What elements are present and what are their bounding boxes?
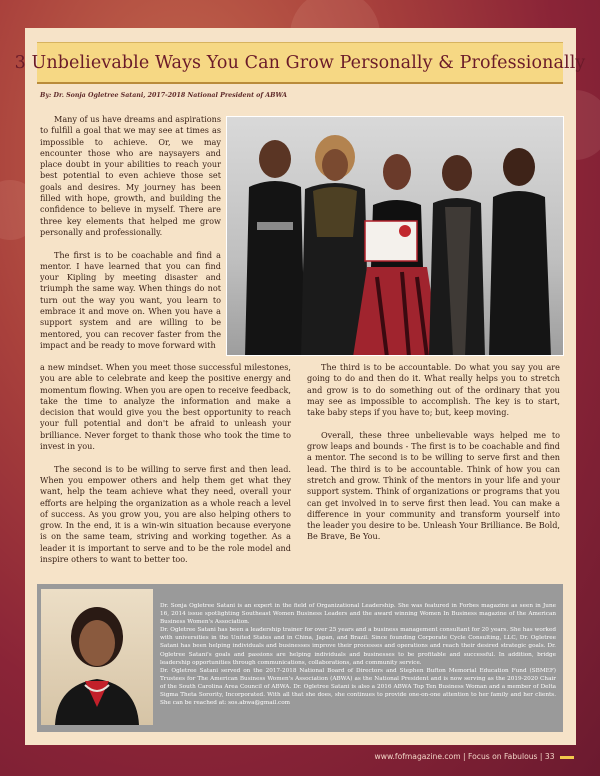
page-footer — [375, 752, 574, 761]
group-photo-illustration — [227, 117, 564, 356]
group-photo — [226, 116, 564, 356]
left-column-top — [40, 114, 221, 351]
author-bio-text — [160, 602, 556, 707]
paragraph-third-key: The third is to be accountable. Do what you say you are going to do and then do it. What really helps you to stretch and grow is to do something out of the ordinary that you may see as impossible to accomplish. The key is to start, take baby steps if you have to; but, keep moving. — [307, 362, 560, 418]
right-column — [307, 362, 560, 554]
footer-site: www.fofmagazine.com — [374, 752, 461, 761]
footer-separator: | — [539, 752, 543, 761]
paragraph-first-key: The first is to be coachable and find a mentor. I have learned that you can find your Kipling by meeting disaster and triumph the same way. When things do not turn out the way you want, you learn to embrace it and move on. When you have a support system and are willing to be mentored, you can recover faster from the impact and be ready to move forward with — [40, 249, 221, 350]
title-banner — [14, 42, 586, 84]
bio-paragraph: Dr. Ogletree Satani served on the 2017-2018 National Board of Directors and Stephen Bufton Memorial Education Fund (SBMEF) Trustees for The American Business Women's Association (ABWA) as the National President and is now serving as the 2019-2020 Chair of the South Carolina Area Council of ABWA. Dr. Ogletree Satani is also a 2016 ABWA Top Ten Business Woman and a member of Delta Sigma Theta Sorority, Incorporated. With all that she does, she continues to provide one-on-one attention to her family and her clients. She can be reached at: sos.abwa@gmail.com — [160, 667, 556, 707]
article-title: 3 Unbelievable Ways You Can Grow Personally & Professionally — [14, 52, 586, 73]
left-column-bottom — [40, 362, 291, 577]
byline: By: Dr. Sonja Ogletree Satani, 2017-2018 National President of ABWA — [40, 92, 288, 99]
author-portrait-illustration — [41, 589, 153, 725]
paragraph-summary: Overall, these three unbelievable ways helped me to grow leaps and bounds - The first is to be coachable and find a mentor. The second is to be willing to serve first and then lead. The third is to be accountable. Think of how you can stretch and grow. Think of the mentors in your life and your support system. Think of organizations or programs that you can get involved in to serve first then lead. You can make a difference in your community and transform yourself into the leader you desire to be. Unleash Your Brilliance. Be Bold, Be Brave, Be You. — [307, 429, 560, 542]
footer-magazine: Focus on Fabulous — [468, 752, 538, 761]
paragraph-mindset: a new mindset. When you meet those successful milestones, you are able to celebrate and keep the positive energy and momentum flowing. When you are open to receive feedback, take the time to analyze the information and make a decision that would give you the best opportunity to reach your full potential and don't be afraid to unleash your brilliance. Never forget to thank those who took the time to invest in you. — [40, 362, 291, 452]
paragraph-intro: Many of us have dreams and aspirations to fulfill a goal that we may see at times as impossible to achieve. Or, we may encounter those who are naysayers and place doubt in your abilities to reach your best potential to even achieve those set goals and desires. My journey has been filled with hope, growth, and building the confidence to believe in myself. There are three key elements that helped me grow personally and professionally. — [40, 114, 221, 237]
bio-paragraph: Dr. Sonja Ogletree Satani is an expert in the field of Organizational Leadership. She was featured in Forbes magazine as seen in June 16, 2014 issue spotlighting Southeast Women Business Leaders and the award winning Women In Business magazine of the American Business Women's Association. — [160, 603, 556, 626]
author-portrait — [41, 589, 153, 725]
paragraph-second-key: The second is to be willing to serve first and then lead. When you empower others and help them get what they want, help the team achieve what they need, overall your efforts are helping the organization as a whole reach a level of success. As you grow you, you are also helping others to grow. In the end, it is a win-win situation because everyone is on the same team, striving and working together. As a leader it is important to serve and to be the role model and inspire others to want to better too. — [40, 463, 291, 565]
bio-paragraph: Dr. Ogletree Satani has been a leadership trainer for over 25 years and a business management consultant for 20 years. She has worked with universities in the United States and in China, Japan, and Brazil. Since founding Corporate Cycle Consulting, LLC, Dr. Ogletree Satani has been helping individuals and businesses improve their processes and operations and reach their desired strategic goals. Dr. Ogletree Satani's goals and passions are helping individuals and businesses to be profitable and successful. In addition, bridge leadership opportunities through communications, collaborations, and community service. — [160, 627, 556, 666]
page-number: 33 — [544, 752, 555, 761]
footer-separator: | — [463, 752, 466, 761]
footer-accent-bar — [560, 756, 574, 759]
